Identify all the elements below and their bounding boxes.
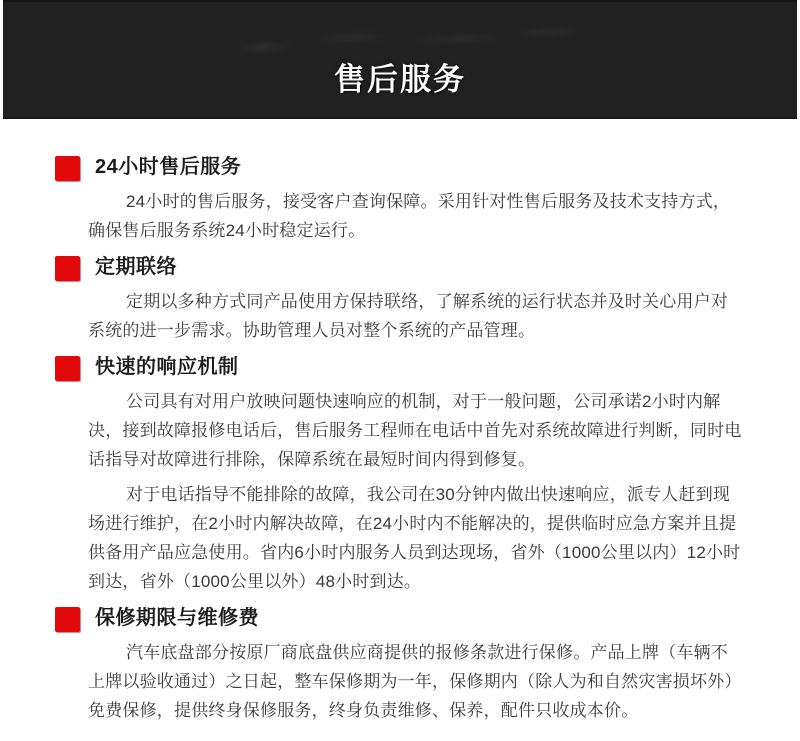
section-paragraph: 24小时的售后服务，接受客户查询保障。采用针对性售后服务及技术支持方式，确保售后服务系统24小时稳定运行。 <box>88 192 731 240</box>
section-heading-row <box>55 606 745 632</box>
section-heading: 保修期限与维修费 <box>95 607 259 629</box>
section-heading-row <box>55 355 745 381</box>
section-paragraph: 定期以多种方式同产品使用方保持联络，了解系统的运行状态并及时关心用户对系统的进一步需求。协助管理人员对整个系统的产品管理。 <box>88 292 728 340</box>
section-paragraph: 对于电话指导不能排除的故障，我公司在30分钟内做出快速响应，派专人赶到现场进行维护，在2小时内解决故障，在24小时内不能解决的，提供临时应急方案并且提供备用产品应急使用。省内6小时内服务人员到达现场，省外（1000公里以内）12小时到达，省外（1000公里以外）48小时到达。 <box>88 485 741 591</box>
page-title: 售后服务 <box>334 62 466 97</box>
section-regular-contact <box>55 255 745 345</box>
red-square-bullet-icon <box>55 156 80 181</box>
section-24h-service <box>55 155 745 245</box>
red-square-bullet-icon <box>55 356 80 381</box>
section-paragraph: 公司具有对用户放映问题快速响应的机制，对于一般问题，公司承诺2小时内解决，接到故障报修电话后，售后服务工程师在电话中首先对系统故障进行判断，同时电话指导对故障进行排除，保障系统在最短时间内得到修复。 <box>88 392 742 469</box>
service-content <box>0 119 800 725</box>
section-heading-row <box>55 155 745 181</box>
section-heading: 快速的响应机制 <box>95 356 239 378</box>
red-square-bullet-icon <box>55 256 80 281</box>
section-heading-row <box>55 255 745 281</box>
section-rapid-response <box>55 355 745 596</box>
page-header-banner <box>3 0 797 119</box>
section-paragraph: 汽车底盘部分按原厂商底盘供应商提供的报修条款进行保修。产品上牌（车辆不上牌以验收通过）之日起，整车保修期为一年，保修期内（除人为和自然灾害损坏外）免费保修，提供终身保修服务，终身负责维修、保养，配件只收成本价。 <box>88 643 742 720</box>
section-heading: 定期联络 <box>95 256 177 278</box>
section-heading: 24小时售后服务 <box>95 156 242 178</box>
section-warranty <box>55 606 745 725</box>
red-square-bullet-icon <box>55 607 80 632</box>
